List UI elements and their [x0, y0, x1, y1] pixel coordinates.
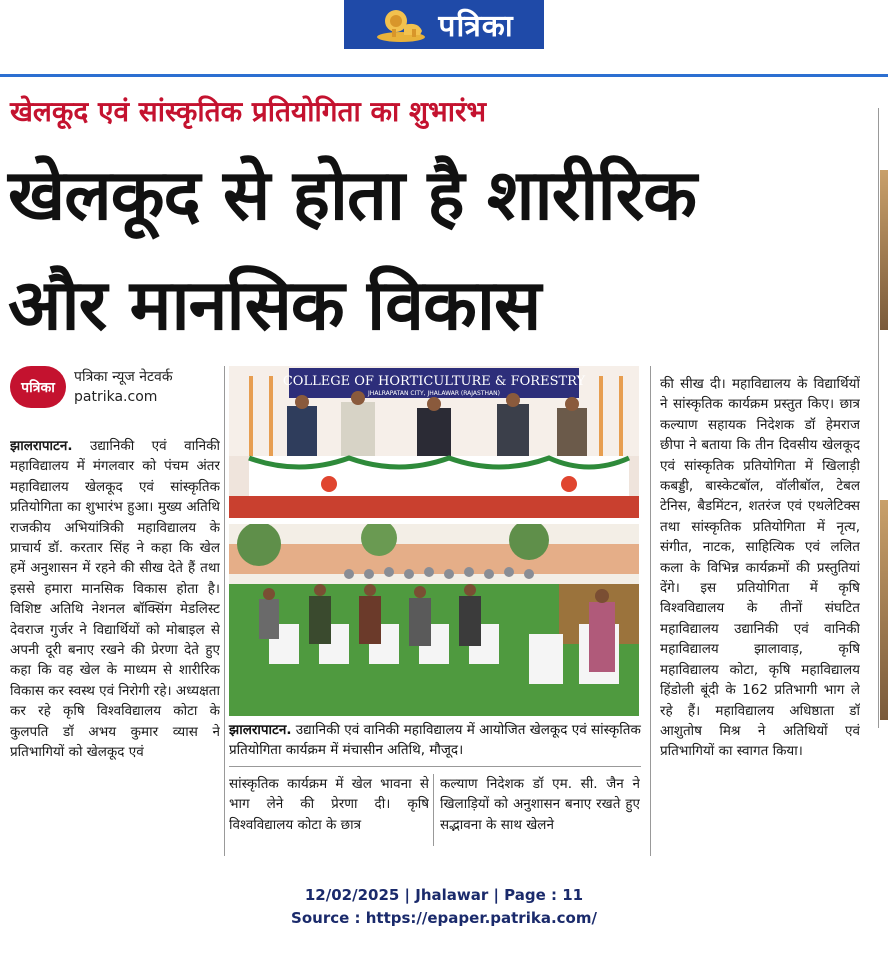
- article-column-4: की सीख दी। महाविद्यालय के विद्यार्थियों ने सांस्कृतिक कार्यक्रम प्रस्तुत किए। छात्र कल्याण सहायक निदेशक डॉ हेमराज छीपा ने बताया कि तीन दिवसीय खेलकूद एवं सांस्कृतिक प्रतियोगिता में खिलाड़ी कबड्डी, बास्केटबॉल, वॉलीबॉल, टेबल टेनिस, बैडमिंटन, शतरंज एवं एथलेटिक्स तथा सांस्कृतिक प्रतियोगिता में नृत्य, संगीत, नाटक, साहित्यिक एवं ललित कला के विभिन्न कार्यक्रमों की प्रस्तुतियां देंगे। इस प्रतियोगिता में कृषि विश्वविद्यालय के तीनों संघटित महाविद्यालय उद्यानिकी एवं वानिकी महाविद्यालय झालावाड़, कृषि महाविद्यालय कोटा, कृषि महाविद्यालय हिंडोली बूंदी के 162 प्रतिभागी भाग ले रहे हैं। महाविद्यालय अधिष्ठाता डॉ आशुतोष मिश्र ने अतिथियों एवं प्रतिभागियों का स्वागत किया।: [660, 376, 860, 760]
- caption-text: उद्यानिकी एवं वानिकी महाविद्यालय में आयोजित खेलकूद एवं सांस्कृतिक प्रतियोगिता कार्यक्रम में मंचासीन अतिथि, मौजूद।: [229, 722, 641, 758]
- article-column-1: [10, 436, 220, 852]
- audience-photo: [229, 524, 639, 716]
- banner-subtitle: JHALRAPATAN CITY, JHALAWAR (RAJASTHAN): [368, 390, 500, 397]
- lion-emblem-icon: [374, 5, 428, 45]
- kicker-headline: खेलकूद एवं सांस्कृतिक प्रतियोगिता का शुभारंभ: [10, 95, 487, 128]
- banner-title: COLLEGE OF HORTICULTURE & FORESTRY: [282, 374, 586, 389]
- top-rule: [0, 74, 888, 77]
- dateline: झालरापाटन.: [10, 438, 73, 454]
- caption-divider: [229, 766, 641, 767]
- stage-photo: [229, 366, 639, 518]
- footer-source: Source : https://epaper.patrika.com/: [291, 909, 597, 927]
- byline-agency: पत्रिका न्यूज नेटवर्क: [74, 369, 173, 385]
- column-divider: [433, 774, 434, 846]
- masthead-logo: [344, 0, 544, 49]
- column-1-text: उद्यानिकी एवं वानिकी महाविद्यालय में मंगलवार को पंचम अंतर महाविद्यालय खेलकूद एवं सांस्कृतिक प्रतियोगिता का शुभारंभ हुआ। मुख्य अतिथि राजकीय अभियांत्रिकी महाविद्यालय के प्राचार्य डॉ. करतार सिंह ने कहा कि खेल हमें अनुशासन में रहने की सीख देते हैं तथा इससे हमारा मानसिक विकास होता है। विशिष्ट अतिथि नेशनल बॉक्सिंग मेडलिस्ट देवराज गुर्जर ने विद्यार्थियों को मोबाइल से अपनी दूरी बनाए रखने की प्रेरणा देते हुए कहा कि वह खेल के माध्यम से शारीरिक विकास कर स्वस्थ एवं निरोगी रहे। अध्यक्षता कर रहे कृषि विश्वविद्यालय कोटा के कुलपति डॉ अभय कुमार व्यास ने प्रतिभागियों को खेलकूद एवं: [10, 438, 220, 761]
- patrika-badge-logo: पत्रिका: [10, 366, 66, 408]
- article-column-2: सांस्कृतिक कार्यक्रम में खेल भावना से भाग लेने की प्रेरणा दी। कृषि विश्वविद्यालय कोटा के छात्र: [229, 776, 429, 833]
- brand-name: पत्रिका: [438, 9, 514, 44]
- footer-date-edition: 12/02/2025 | Jhalawar | Page : 11: [304, 886, 584, 904]
- column-divider: [650, 366, 651, 856]
- adjacent-photo-strip: [880, 170, 888, 330]
- byline: [10, 366, 173, 408]
- adjacent-photo-strip: [880, 500, 888, 720]
- article-column-3: कल्याण निदेशक डॉ एम. सी. जैन ने खिलाड़ियों को अनुशासन बनाए रखते हुए सद्भावना के साथ खेलने: [440, 776, 640, 833]
- column-divider: [224, 366, 225, 856]
- headline-line-2: और मानसिक विकास: [8, 264, 541, 346]
- headline-line-1: खेलकूद से होता है शारीरिक: [8, 154, 696, 236]
- caption-dateline: झालरापाटन.: [229, 722, 292, 738]
- byline-site: patrika.com: [74, 389, 158, 405]
- photo-caption: [229, 720, 641, 760]
